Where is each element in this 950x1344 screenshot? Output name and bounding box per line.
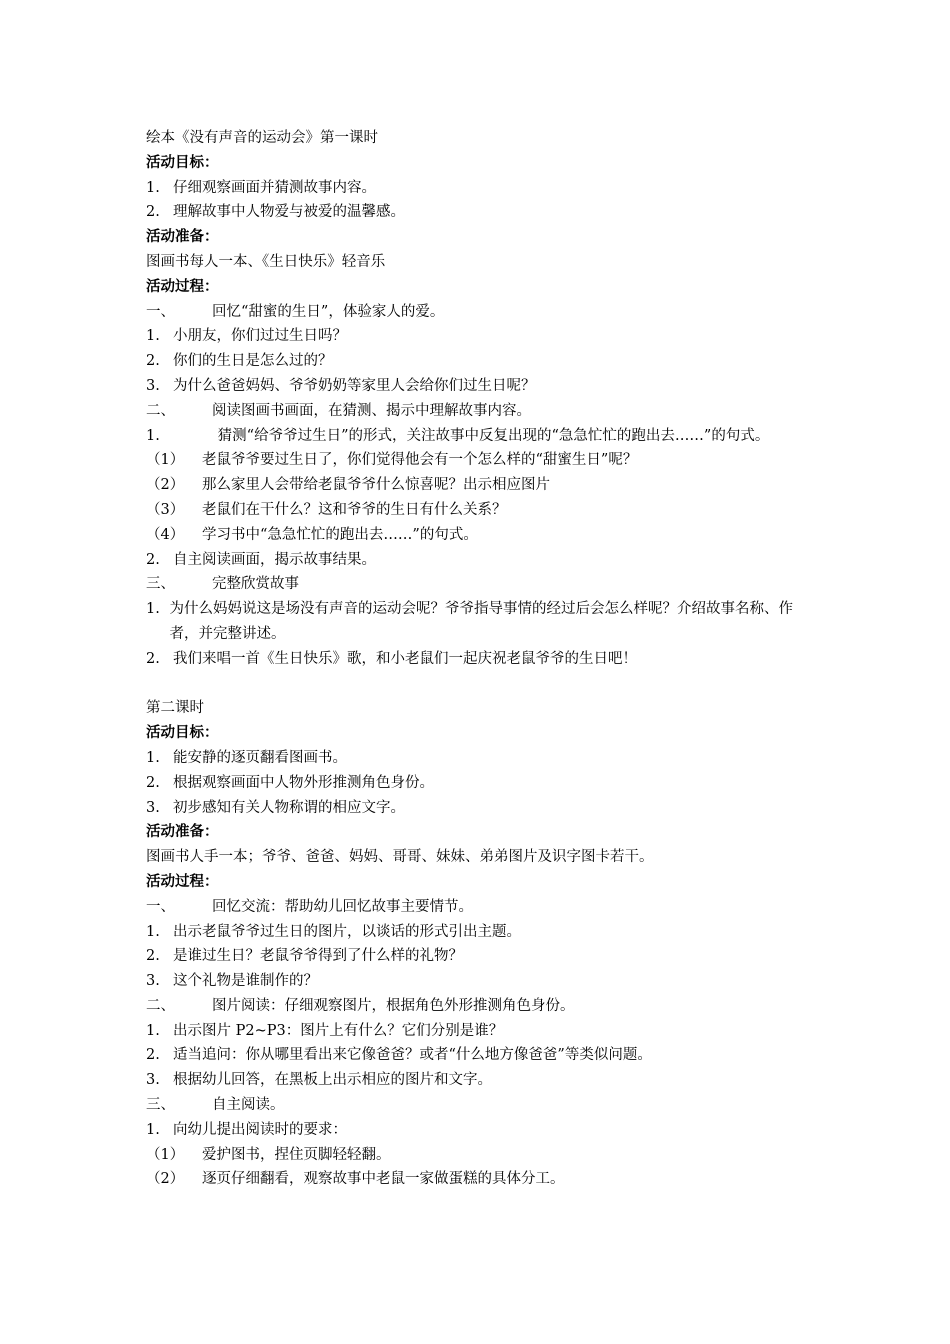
item-number: 2. xyxy=(146,774,160,791)
list-item xyxy=(146,324,814,349)
sub-item xyxy=(146,1167,814,1192)
sub-item-number: （2） xyxy=(146,477,185,494)
sub-item xyxy=(146,448,814,473)
item-text: 是谁过生日？老鼠爷爷得到了什么样的礼物？ xyxy=(173,948,463,965)
lesson2-process-heading: 活动过程： xyxy=(146,873,219,890)
item-text: 为什么爸爸妈妈、爷爷奶奶等家里人会给你们过生日呢？ xyxy=(173,377,536,394)
section-heading xyxy=(146,895,814,920)
section-text: 阅读图画书画面，在猜测、揭示中理解故事内容。 xyxy=(212,402,531,419)
sub-item-text: 那么家里人会带给老鼠爷爷什么惊喜呢？出示相应图片 xyxy=(202,477,550,494)
sub-item-text: 爱护图书，捏住页脚轻轻翻。 xyxy=(202,1146,391,1163)
sub-item-number: （3） xyxy=(146,501,185,518)
item-text: 出示老鼠爷爷过生日的图片，以谈话的形式引出主题。 xyxy=(173,923,521,940)
item-text: 为什么妈妈说这是场没有声音的运动会呢？爷爷指导事情的经过后会怎么样呢？介绍故事名称、作者，并完整讲述。 xyxy=(169,601,794,642)
item-number: 2. xyxy=(146,353,160,370)
lesson2-prep-text: 图画书人手一本；爷爷、爸爸、妈妈、哥哥、妹妹、弟弟图片及识字图卡若干。 xyxy=(146,849,654,866)
lesson1-process-heading: 活动过程： xyxy=(146,278,219,295)
section-heading xyxy=(146,300,814,325)
list-item xyxy=(146,920,814,945)
item-number: 1. xyxy=(146,749,160,766)
item-number: 2. xyxy=(146,948,160,965)
section-heading xyxy=(146,399,814,424)
section-text: 回忆“甜蜜的生日”，体验家人的爱。 xyxy=(212,303,445,320)
list-item xyxy=(146,176,814,201)
item-number: 3. xyxy=(146,1072,160,1089)
item-number: 1. xyxy=(146,328,160,345)
item-text: 仔细观察画面并猜测故事内容。 xyxy=(173,179,376,196)
item-number: 1. xyxy=(146,1022,160,1039)
lesson2-title: 第二课时 xyxy=(146,700,204,717)
lesson1-prep-heading: 活动准备： xyxy=(146,229,219,246)
section-text: 完整欣赏故事 xyxy=(212,576,299,593)
section-number: 二、 xyxy=(146,997,175,1014)
item-number: 1. xyxy=(146,923,160,940)
item-text: 适当追问：你从哪里看出来它像爸爸？或者“什么地方像爸爸”等类似问题。 xyxy=(173,1047,652,1064)
sub-item xyxy=(146,523,814,548)
sub-item-text: 逐页仔细翻看，观察故事中老鼠一家做蛋糕的具体分工。 xyxy=(202,1171,565,1188)
blank-line xyxy=(146,672,814,697)
item-text: 向幼儿提出阅读时的要求： xyxy=(173,1121,347,1138)
item-number: 2. xyxy=(146,650,160,667)
list-item xyxy=(146,1118,814,1143)
sub-item xyxy=(146,1143,814,1168)
item-text: 你们的生日是怎么过的？ xyxy=(173,353,333,370)
item-number: 2. xyxy=(146,1047,160,1064)
lesson2-prep-heading: 活动准备： xyxy=(146,824,219,841)
list-item xyxy=(146,1068,814,1093)
sub-item-number: （1） xyxy=(146,452,185,469)
list-item xyxy=(146,796,814,821)
item-text: 出示图片 P2~P3：图片上有什么？它们分别是谁？ xyxy=(173,1022,504,1039)
item-text: 根据幼儿回答，在黑板上出示相应的图片和文字。 xyxy=(173,1072,492,1089)
section-number: 一、 xyxy=(146,303,175,320)
list-item xyxy=(146,548,814,573)
section-number: 二、 xyxy=(146,402,175,419)
sub-item-text: 老鼠们在干什么？这和爷爷的生日有什么关系？ xyxy=(202,501,507,518)
sub-item xyxy=(146,498,814,523)
item-number: 3. xyxy=(146,973,160,990)
item-text: 小朋友，你们过过生日吗？ xyxy=(173,328,347,345)
section-number: 三、 xyxy=(146,1097,175,1114)
list-item xyxy=(146,944,814,969)
item-number: 1. xyxy=(146,601,160,618)
item-number: 3. xyxy=(146,377,160,394)
lesson2-goals-heading: 活动目标： xyxy=(146,725,219,742)
item-text: 根据观察画面中人物外形推测角色身份。 xyxy=(173,774,434,791)
section-text: 回忆交流：帮助幼儿回忆故事主要情节。 xyxy=(212,898,473,915)
item-text: 能安静的逐页翻看图画书。 xyxy=(173,749,347,766)
item-number: 1. xyxy=(146,427,160,444)
item-number: 2. xyxy=(146,204,160,221)
lesson1-prep-text: 图画书每人一本、《生日快乐》轻音乐 xyxy=(146,253,386,270)
item-number: 2. xyxy=(146,551,160,568)
item-text: 猜测“给爷爷过生日”的形式，关注故事中反复出现的“急急忙忙的跑出去……”的句式。 xyxy=(217,427,770,444)
item-text: 初步感知有关人物称谓的相应文字。 xyxy=(173,799,405,816)
section-heading xyxy=(146,1093,814,1118)
list-item xyxy=(146,746,814,771)
sub-item-text: 老鼠爷爷要过生日了，你们觉得他会有一个怎么样的“甜蜜生日”呢？ xyxy=(202,452,638,469)
list-item xyxy=(146,969,814,994)
item-number: 1. xyxy=(146,1121,160,1138)
sub-item-number: （1） xyxy=(146,1146,185,1163)
lesson1-goals-heading: 活动目标： xyxy=(146,154,219,171)
document-body xyxy=(146,126,814,1192)
sub-item xyxy=(146,473,814,498)
list-item xyxy=(146,374,814,399)
item-text: 我们来唱一首《生日快乐》歌，和小老鼠们一起庆祝老鼠爷爷的生日吧！ xyxy=(173,650,637,667)
section-number: 一、 xyxy=(146,898,175,915)
list-item xyxy=(146,200,814,225)
item-text: 这个礼物是谁制作的？ xyxy=(173,973,318,990)
sub-item-text: 学习书中“急急忙忙的跑出去……”的句式。 xyxy=(202,526,478,543)
item-number: 1. xyxy=(146,179,160,196)
list-item xyxy=(146,771,814,796)
item-text: 理解故事中人物爱与被爱的温馨感。 xyxy=(173,204,405,221)
item-text: 自主阅读画面，揭示故事结果。 xyxy=(173,551,376,568)
section-heading xyxy=(146,994,814,1019)
lesson1-title: 绘本《没有声音的运动会》第一课时 xyxy=(146,130,378,146)
item-number: 3. xyxy=(146,799,160,816)
list-item xyxy=(146,1043,814,1068)
list-item xyxy=(146,597,814,647)
section-number: 三、 xyxy=(146,576,175,593)
sub-item-number: （2） xyxy=(146,1171,185,1188)
list-item xyxy=(146,424,814,449)
list-item xyxy=(146,349,814,374)
list-item xyxy=(146,1019,814,1044)
list-item xyxy=(146,647,814,672)
sub-item-number: （4） xyxy=(146,526,185,543)
section-heading xyxy=(146,572,814,597)
section-text: 自主阅读。 xyxy=(212,1097,285,1114)
section-text: 图片阅读：仔细观察图片，根据角色外形推测角色身份。 xyxy=(212,997,575,1014)
